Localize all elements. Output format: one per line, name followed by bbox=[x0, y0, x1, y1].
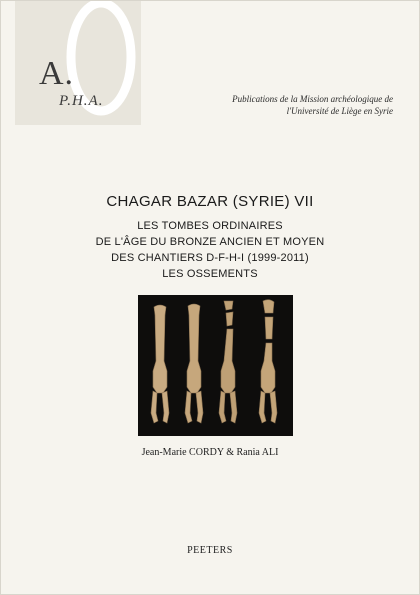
bone-2 bbox=[185, 304, 203, 423]
book-subtitle bbox=[1, 218, 419, 282]
series-statement bbox=[183, 93, 393, 117]
series-logo bbox=[15, 1, 141, 125]
subtitle-line-2: DE L'ÂGE DU BRONZE ANCIEN ET MOYEN bbox=[95, 236, 325, 248]
series-line-1: Publications de la Mission archéologique de bbox=[232, 94, 393, 104]
book-title: CHAGAR BAZAR (SYRIE) VII bbox=[106, 193, 314, 210]
subtitle-line-3: DES CHANTIERS D-F-H-I (1999-2011) bbox=[111, 252, 309, 264]
logo-pha-letters: P.H.A. bbox=[59, 93, 104, 109]
bone-4 bbox=[259, 300, 277, 423]
cover-photo-bones bbox=[138, 295, 293, 436]
bone-1 bbox=[151, 305, 169, 423]
publisher: PEETERS bbox=[187, 545, 233, 556]
bones-illustration bbox=[138, 295, 293, 436]
authors: Jean-Marie CORDY & Rania ALI bbox=[141, 447, 279, 458]
subtitle-line-4: LES OSSEMENTS bbox=[162, 268, 258, 280]
series-line-2: l'Université de Liège en Syrie bbox=[286, 106, 393, 116]
title-block bbox=[1, 193, 419, 282]
subtitle-line-1: LES TOMBES ORDINAIRES bbox=[137, 220, 283, 232]
logo-a-letter: A. bbox=[39, 55, 75, 92]
bone-3 bbox=[219, 301, 237, 423]
